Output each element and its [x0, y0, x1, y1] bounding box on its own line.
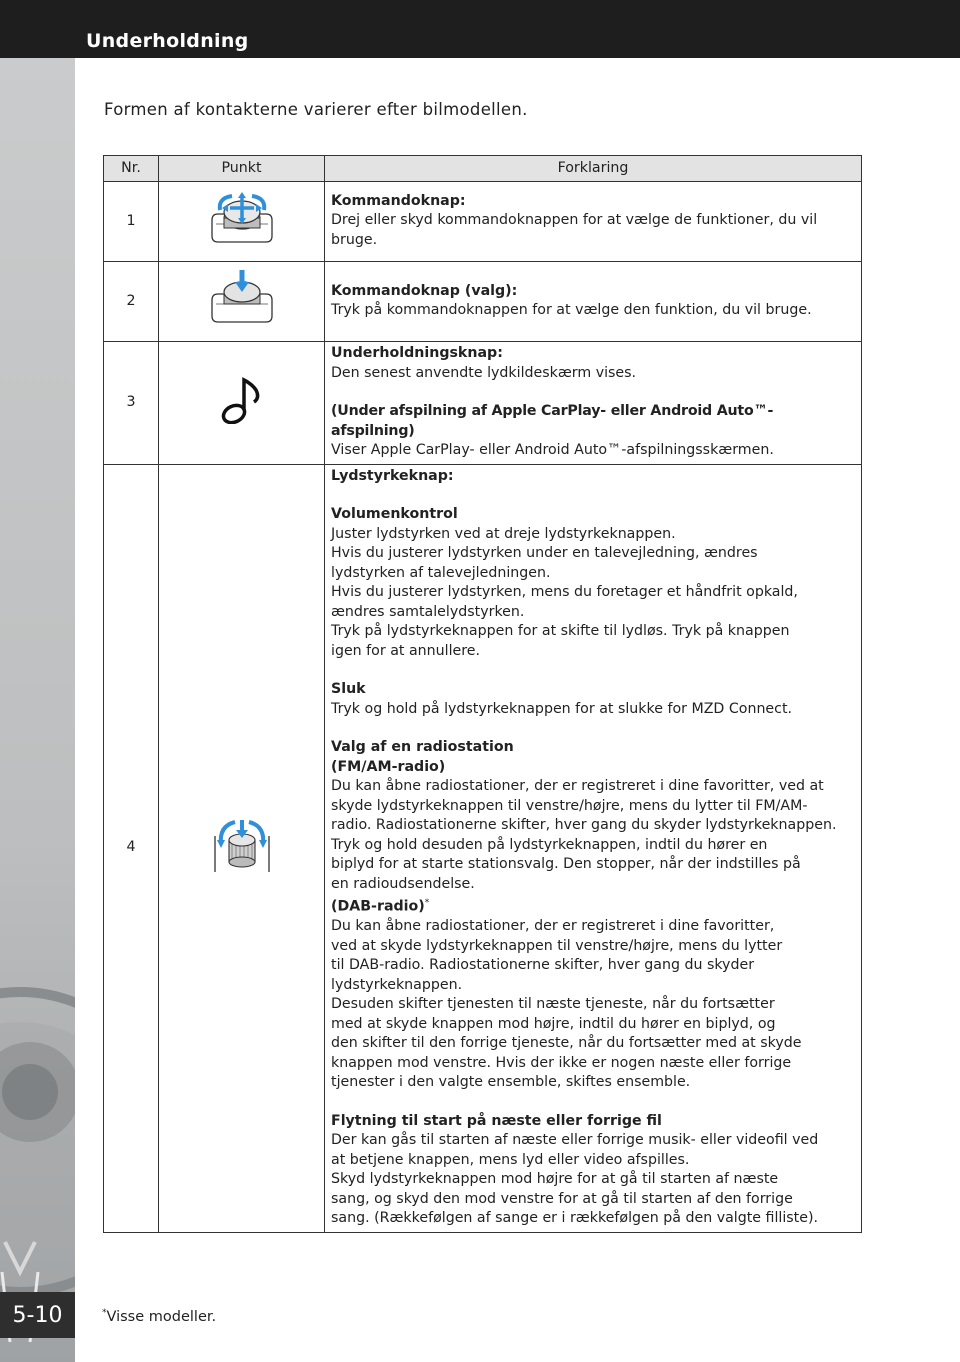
section-line: lydstyrken af talevejledningen. — [331, 564, 551, 581]
footnote-mark: * — [102, 1308, 107, 1318]
row-icon-cell — [159, 262, 325, 342]
dab-heading-line — [331, 894, 855, 917]
row-icon-cell — [159, 464, 325, 1232]
section-line: en radioudsendelse. — [331, 875, 475, 892]
section-line: biplyd for at starte stationsvalg. Den stopper, når der indstilles på — [331, 856, 801, 872]
row-title: Underholdningsknap: — [331, 345, 503, 361]
table-row — [104, 182, 862, 262]
footnote-mark: * — [424, 898, 430, 908]
section-line: til DAB-radio. Radiostationerne skifter, hver gang du skyder — [331, 957, 755, 974]
section-line: ændres samtalelydstyrken. — [331, 603, 525, 620]
row-icon-cell — [159, 182, 325, 262]
section-line: Tryk og hold på lydstyrkeknappen for at slukke for MZD Connect. — [331, 700, 793, 717]
row-subtitle: (Under afspilning af Apple CarPlay- eller Android Auto™-afspilning) — [331, 403, 774, 439]
section-line: Hvis du justerer lydstyrken, mens du foretager et håndfrit opkald, — [331, 584, 798, 600]
section-line: sang, og skyd den mod venstre for at gå til starten af den forrige — [331, 1190, 793, 1207]
section-line: Du kan åbne radiostationer, der er registreret i dine favoritter, ved at — [331, 778, 824, 794]
row-icon-cell — [159, 342, 325, 465]
section-line: radio. Radiostationerne skifter, hver gang du skyder lydstyrkeknappen. — [331, 817, 837, 833]
table-row — [104, 342, 862, 465]
section-line: at betjene knappen, mens lyd eller video afspilles. — [331, 1151, 690, 1168]
row-explanation — [325, 262, 862, 342]
commander-knob-press-icon — [206, 270, 278, 326]
row-explanation — [325, 464, 862, 1232]
section-line: Desuden skifter tjenesten til næste tjeneste, når du fortsætter — [331, 996, 775, 1013]
fm-am-heading: (FM/AM-radio) — [331, 758, 446, 775]
section-line: knappen mod venstre. Hvis der ikke er nogen næste eller forrige — [331, 1054, 792, 1071]
section-line: Skyd lydstyrkeknappen mod højre for at gå til starten af næste — [331, 1171, 779, 1188]
row-explanation — [325, 342, 862, 465]
section-line: Tryk og hold desuden på lydstyrkeknappen, indtil du hører en — [331, 836, 768, 853]
row-text: Tryk på kommandoknappen for at vælge den funktion, du vil bruge. — [331, 302, 812, 318]
dab-heading: (DAB-radio) — [331, 898, 425, 915]
row-title: Lydstyrkeknap: — [331, 467, 454, 484]
section-heading: Valg af en radiostation — [331, 739, 514, 755]
section-line: lydstyrkeknappen. — [331, 976, 463, 993]
section-line: med at skyde knappen mod højre, indtil du hører en biplyd, og — [331, 1015, 776, 1032]
section-title: Underholdning — [86, 30, 249, 52]
table-row — [104, 262, 862, 342]
sidebar-decoration — [0, 58, 75, 1362]
section-line: skyde lydstyrkeknappen til venstre/højre, mens du lytter til FM/AM- — [331, 797, 808, 814]
footnote — [102, 1308, 216, 1325]
section-line: sang. (Rækkefølgen af sange er i rækkefølgen på den valgte filliste). — [331, 1210, 819, 1227]
section-heading: Flytning til start på næste eller forrige fil — [331, 1112, 662, 1129]
music-note-icon — [220, 376, 264, 424]
section-line: Der kan gås til starten af næste eller forrige musik- eller videofil ved — [331, 1132, 819, 1149]
section-line: den skifter til den forrige tjeneste, når du fortsætter med at skyde — [331, 1035, 802, 1052]
row-text: Den senest anvendte lydkildeskærm vises. — [331, 364, 637, 381]
table-header-row — [104, 156, 862, 182]
section-heading: Volumenkontrol — [331, 506, 458, 522]
column-header-forklaring: Forklaring — [325, 156, 862, 182]
table-row — [104, 464, 862, 1232]
row-number: 1 — [104, 182, 159, 262]
volume-knob-icon — [211, 816, 273, 874]
row-number: 2 — [104, 262, 159, 342]
row-title: Kommandoknap: — [331, 192, 466, 209]
commander-knob-rotate-slide-icon — [206, 190, 278, 246]
footnote-text: Visse modeller. — [106, 1308, 217, 1325]
section-line: Hvis du justerer lydstyrken under en talevejledning, ændres — [331, 545, 758, 561]
row-number: 3 — [104, 342, 159, 465]
page-header — [0, 0, 960, 58]
column-header-nr: Nr. — [104, 156, 159, 182]
row-number: 4 — [104, 464, 159, 1232]
section-line: ved at skyde lydstyrkeknappen til venstre/højre, mens du lytter — [331, 937, 783, 954]
row-text: Drej eller skyd kommandoknappen for at vælge de funktioner, du vil bruge. — [331, 212, 818, 248]
column-header-punkt: Punkt — [159, 156, 325, 182]
section-line: Tryk på lydstyrkeknappen for at skifte til lydløs. Tryk på knappen — [331, 623, 790, 639]
section-line: Du kan åbne radiostationer, der er registreret i dine favoritter, — [331, 918, 775, 935]
controls-table — [103, 155, 862, 1233]
row-subtext: Viser Apple CarPlay- eller Android Auto™-afspilningsskærmen. — [331, 442, 774, 458]
row-title: Kommandoknap (valg): — [331, 282, 518, 299]
section-line: Juster lydstyrken ved at dreje lydstyrkeknappen. — [331, 525, 676, 542]
section-heading: Sluk — [331, 681, 366, 697]
row-explanation — [325, 182, 862, 262]
section-line: tjenester i den valgte ensemble, skiftes ensemble. — [331, 1074, 691, 1091]
section-line: igen for at annullere. — [331, 642, 481, 659]
intro-text: Formen af kontakterne varierer efter bilmodellen. — [104, 100, 528, 119]
page-number: 5-10 — [0, 1292, 75, 1338]
